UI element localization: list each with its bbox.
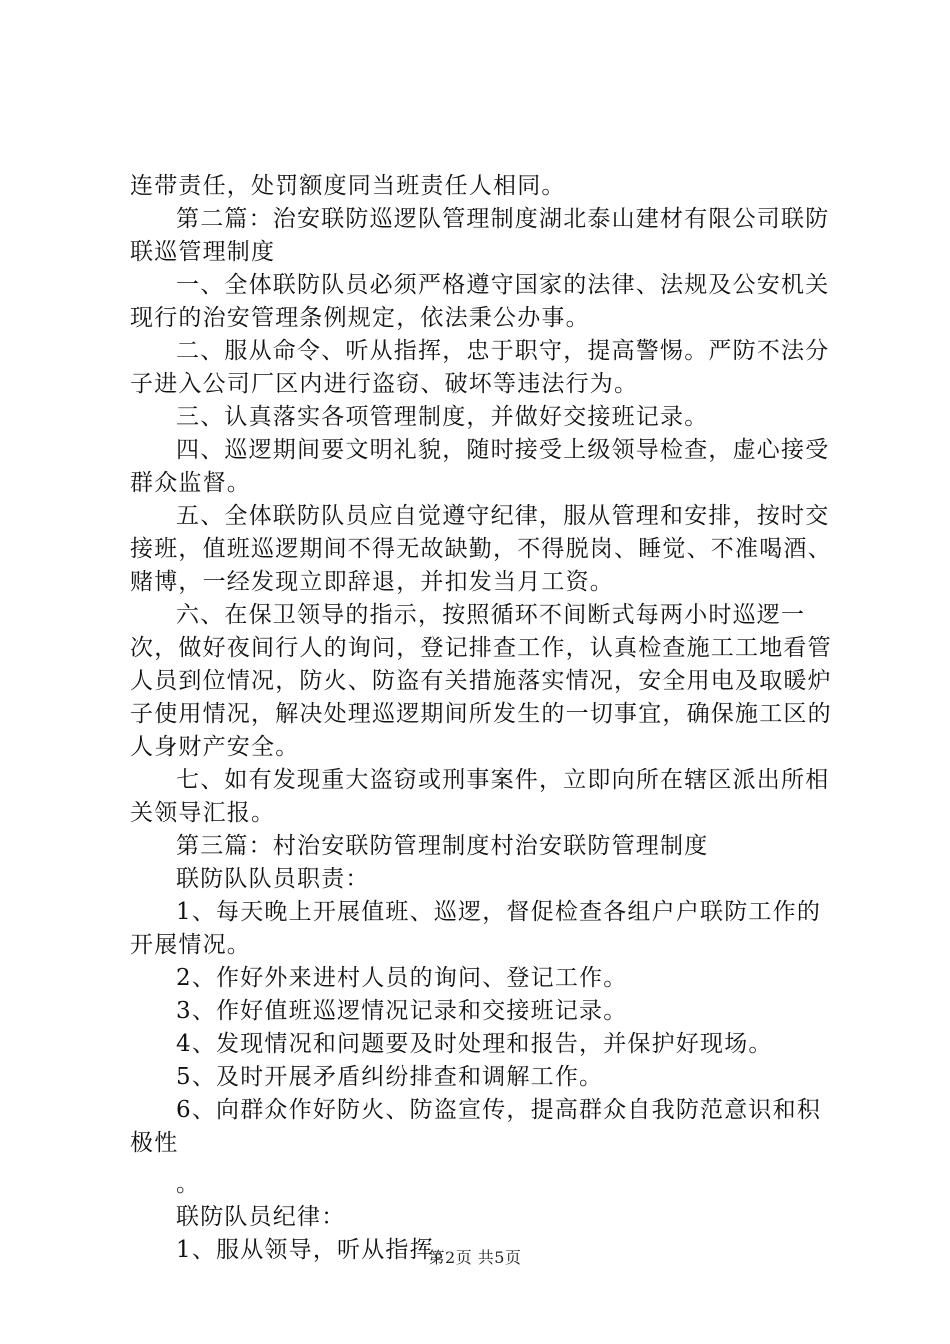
- section-heading: 第三篇：村治安联防管理制度村治安联防管理制度: [176, 833, 709, 859]
- document-body: [130, 170, 835, 1267]
- paragraph: 一、全体联防队员必须严格遵守国家的法律、法规及公安机关现行的治安管理条例规定，依法秉公办事。: [130, 272, 830, 331]
- paragraph: 三、认真落实各项管理制度，并做好交接班记录。: [176, 404, 709, 430]
- list-item: 1、每天晚上开展值班、巡逻，督促检查各组户户联防工作的开展情况。: [130, 899, 822, 958]
- subheading: 联防队员纪律：: [176, 1204, 346, 1230]
- list-item: 5、及时开展矛盾纠纷排查和调解工作。: [176, 1064, 604, 1090]
- list-item: 3、作好值班巡逻情况记录和交接班记录。: [176, 998, 628, 1024]
- paragraph: 六、在保卫领导的指示，按照循环不间断式每两小时巡逻一次，做好夜间行人的询问，登记排查工作，认真检查施工工地看管人员到位情况，防火、防盗有关措施落实情况，安全用电及取暖炉子使用情况，解决处理巡逻期间所发生的一切事宜，确保施工区的人身财产安全。: [130, 602, 832, 760]
- subheading: 联防队队员职责：: [176, 866, 370, 892]
- paragraph: 四、巡逻期间要文明礼貌，随时接受上级领导检查，虚心接受群众监督。: [130, 437, 830, 496]
- paragraph: 二、服从命令、听从指挥，忠于职守，提高警惕。严防不法分子进入公司厂区内进行盗窃、破坏等违法行为。: [130, 338, 830, 397]
- list-item: 2、作好外来进村人员的询问、登记工作。: [176, 965, 628, 991]
- list-item: 1、服从领导，听从指挥。: [176, 1237, 459, 1263]
- list-item: 6、向群众作好防火、防盗宣传，提高群众自我防范意识和积极性: [130, 1097, 822, 1156]
- section-heading: 第二篇：治安联防巡逻队管理制度湖北泰山建材有限公司联防联巡管理制度: [130, 206, 830, 265]
- page-number-footer: 第2页 共5页: [428, 1248, 522, 1267]
- paragraph: 五、全体联防队员应自觉遵守纪律，服从管理和安排，按时交接班，值班巡逻期间不得无故缺勤，不得脱岗、睡觉、不准喝酒、赌博，一经发现立即辞退，并扣发当月工资。: [130, 503, 832, 595]
- paragraph: 连带责任，处罚额度同当班责任人相同。: [130, 173, 566, 199]
- stray-period: 。: [176, 1171, 201, 1197]
- paragraph: 七、如有发现重大盗窃或刑事案件，立即向所在辖区派出所相关领导汇报。: [130, 767, 830, 826]
- list-item: 4、发现情况和问题要及时处理和报告，并保护好现场。: [176, 1031, 773, 1057]
